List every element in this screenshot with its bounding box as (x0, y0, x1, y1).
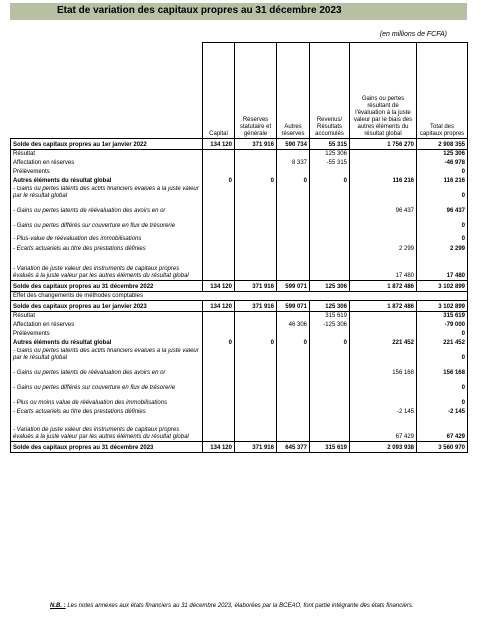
cell-value (203, 378, 235, 393)
cell-value (350, 168, 417, 177)
table-row (11, 150, 468, 159)
cell-value (350, 321, 417, 330)
cell-value: 67 429 (417, 417, 468, 442)
cell-value: 1 872 486 (350, 301, 417, 312)
table-row (11, 312, 468, 321)
cell-value: 221 452 (417, 339, 468, 348)
cell-value (310, 168, 350, 177)
table-row (11, 139, 468, 150)
row-label: Effet des changements de méthodes comptables (11, 292, 203, 301)
cell-value (310, 408, 350, 417)
cell-value (235, 254, 277, 281)
cell-value (235, 348, 277, 363)
cell-value (235, 168, 277, 177)
cell-value (417, 292, 468, 301)
cell-value (310, 292, 350, 301)
cell-value: 125 306 (310, 150, 350, 159)
cell-value (350, 216, 417, 231)
cell-value (310, 363, 350, 378)
table-row (11, 201, 468, 216)
cell-value: 8 337 (277, 159, 310, 168)
cell-value: 0 (277, 177, 310, 186)
table-row (11, 408, 468, 417)
row-label: Solde des capitaux propres au 1er janvier 2022 (11, 139, 203, 150)
table-row (11, 292, 468, 301)
cell-value: 67 429 (350, 417, 417, 442)
cell-value (350, 150, 417, 159)
col-total: Total des capitaux propres (417, 43, 468, 139)
table-row (11, 168, 468, 177)
cell-value (310, 393, 350, 408)
cell-value (350, 159, 417, 168)
cell-value: 315 619 (310, 442, 350, 453)
cell-value: 0 (310, 177, 350, 186)
table-row (11, 244, 468, 254)
cell-value (203, 408, 235, 417)
cell-value: 1 756 270 (350, 139, 417, 150)
row-label: Affectation en réserves (11, 321, 203, 330)
cell-value: 156 168 (350, 363, 417, 378)
table-row (11, 330, 468, 339)
cell-value (310, 254, 350, 281)
cell-value (310, 378, 350, 393)
col-autres-reserves: Autres réserves (277, 43, 310, 139)
row-label: Solde des capitaux propres au 31 décembre 2023 (11, 442, 203, 453)
cell-value: 17 480 (417, 254, 468, 281)
cell-value (350, 312, 417, 321)
cell-value (235, 201, 277, 216)
cell-value (310, 201, 350, 216)
cell-value: -46 978 (417, 159, 468, 168)
table-row (11, 442, 468, 453)
cell-value (203, 168, 235, 177)
cell-value (203, 417, 235, 442)
table-row (11, 301, 468, 312)
row-label: Solde des capitaux propres au 31 décembre 2022 (11, 281, 203, 292)
table-row (11, 186, 468, 201)
cell-value: 134 120 (203, 281, 235, 292)
cell-value (277, 348, 310, 363)
cell-value: 3 102 899 (417, 281, 468, 292)
cell-value: -55 315 (310, 159, 350, 168)
table-row (11, 281, 468, 292)
cell-value: 134 120 (203, 139, 235, 150)
cell-value: 315 619 (417, 312, 468, 321)
cell-value: 0 (417, 231, 468, 244)
row-label: Prélèvements (11, 330, 203, 339)
cell-value: 371 916 (235, 139, 277, 150)
cell-value: 0 (203, 339, 235, 348)
row-label: - Variation de juste valeur des instruments de capitaux propres évalués à la juste valeur par les autres éléments du résultat global (11, 417, 203, 442)
cell-value (235, 216, 277, 231)
cell-value (277, 254, 310, 281)
row-label: - Gains ou pertes différés sur couverture en flux de trésorerie (11, 378, 203, 393)
table-row (11, 339, 468, 348)
cell-value (203, 363, 235, 378)
equity-table (10, 42, 468, 453)
cell-value: 2 299 (417, 244, 468, 254)
cell-value (350, 330, 417, 339)
table-row (11, 417, 468, 442)
cell-value: 116 216 (350, 177, 417, 186)
cell-value (310, 231, 350, 244)
cell-value: 125 306 (310, 281, 350, 292)
cell-value (203, 254, 235, 281)
cell-value: 0 (417, 348, 468, 363)
cell-value: 156 168 (417, 363, 468, 378)
cell-value (235, 408, 277, 417)
cell-value (277, 201, 310, 216)
cell-value (277, 292, 310, 301)
row-label: - Ecarts actuariels au titre des prestations définies (11, 408, 203, 417)
table-row (11, 378, 468, 393)
cell-value: 0 (235, 177, 277, 186)
cell-value (203, 348, 235, 363)
cell-value (277, 378, 310, 393)
cell-value (203, 393, 235, 408)
cell-value (277, 408, 310, 417)
row-label: Affectation en réserves (11, 159, 203, 168)
cell-value (235, 417, 277, 442)
cell-value (277, 417, 310, 442)
cell-value (235, 330, 277, 339)
cell-value (277, 393, 310, 408)
col-capital: Capital (203, 43, 235, 139)
cell-value: 0 (203, 177, 235, 186)
cell-value (235, 186, 277, 201)
row-label: Résultat (11, 312, 203, 321)
cell-value (235, 312, 277, 321)
row-label: - Gains ou pertes différés sur couverture en flux de trésorerie (11, 216, 203, 231)
cell-value (235, 159, 277, 168)
cell-value (235, 244, 277, 254)
cell-value: 0 (417, 330, 468, 339)
cell-value (310, 417, 350, 442)
cell-value: 17 480 (350, 254, 417, 281)
table-row (11, 321, 468, 330)
table-row (11, 216, 468, 231)
cell-value (277, 216, 310, 231)
cell-value: 0 (417, 393, 468, 408)
cell-value: 116 216 (417, 177, 468, 186)
cell-value: 590 734 (277, 139, 310, 150)
cell-value: 55 315 (310, 139, 350, 150)
cell-value: 0 (310, 339, 350, 348)
row-label: Résultat (11, 150, 203, 159)
cell-value (203, 150, 235, 159)
cell-value: 1 872 486 (350, 281, 417, 292)
cell-value (203, 186, 235, 201)
cell-value (235, 393, 277, 408)
header-row (11, 43, 468, 139)
row-label: - Gains ou pertes latents de réévaluation des avoirs en or (11, 363, 203, 378)
cell-value (235, 150, 277, 159)
row-label: - Plus ou moins value de réévaluation des immobilisations (11, 393, 203, 408)
cell-value (350, 348, 417, 363)
table-row (11, 177, 468, 186)
page-title: Etat de variation des capitaux propres au 31 décembre 2023 (57, 5, 342, 16)
cell-value (203, 201, 235, 216)
cell-value: 221 452 (350, 339, 417, 348)
cell-value: 0 (417, 168, 468, 177)
cell-value (203, 292, 235, 301)
cell-value: 0 (417, 216, 468, 231)
row-label: Prélèvements (11, 168, 203, 177)
cell-value (277, 231, 310, 244)
cell-value (350, 186, 417, 201)
header-blank (11, 43, 203, 139)
table-body (11, 139, 468, 453)
row-label: Autres éléments du résultat global (11, 339, 203, 348)
cell-value (277, 312, 310, 321)
cell-value (203, 330, 235, 339)
cell-value (310, 186, 350, 201)
cell-value: 96 437 (350, 201, 417, 216)
cell-value (235, 231, 277, 244)
cell-value: 3 102 899 (417, 301, 468, 312)
cell-value (203, 244, 235, 254)
cell-value (310, 216, 350, 231)
cell-value (277, 150, 310, 159)
cell-value (277, 168, 310, 177)
cell-value: 2 299 (350, 244, 417, 254)
cell-value (310, 244, 350, 254)
col-reserves-statutaire: Réserves statutaire et générale (235, 43, 277, 139)
row-label: - Ecarts actuariels au titre des prestations définies (11, 244, 203, 254)
cell-value (350, 378, 417, 393)
cell-value: 371 916 (235, 301, 277, 312)
cell-value: 315 619 (310, 312, 350, 321)
col-gains-pertes: Gains ou pertes résultant de l'évaluation à la juste valeur par le biais des autres éléments du résultat global (350, 43, 417, 139)
units-label: (en millions de FCFA) (379, 31, 447, 38)
cell-value (310, 348, 350, 363)
cell-value (277, 363, 310, 378)
cell-value (203, 216, 235, 231)
cell-value (277, 186, 310, 201)
table-row (11, 159, 468, 168)
cell-value: 2 908 355 (417, 139, 468, 150)
cell-value: 96 437 (417, 201, 468, 216)
row-label: - Gains ou pertes latents des actifs financiers évalués à la juste valeur par le résultat global (11, 348, 203, 363)
cell-value: 3 560 970 (417, 442, 468, 453)
table-row (11, 393, 468, 408)
cell-value: 371 916 (235, 281, 277, 292)
table-row (11, 254, 468, 281)
footnote-prefix: N.B. : (50, 603, 66, 609)
col-revenus-resultats: Revenus/ Résultats accumulés (310, 43, 350, 139)
cell-value (277, 244, 310, 254)
row-label: Solde des capitaux propres au 1er janvier 2023 (11, 301, 203, 312)
table-row (11, 363, 468, 378)
cell-value (203, 231, 235, 244)
cell-value (350, 231, 417, 244)
cell-value (277, 330, 310, 339)
cell-value: 599 071 (277, 281, 310, 292)
row-label: Autres éléments du résultat global (11, 177, 203, 186)
cell-value (235, 321, 277, 330)
footnote-text: Les notes annexes aux états financiers au 31 décembre 2023, élaborées par la BCEAO, font partie intégrante des états financiers. (65, 603, 414, 609)
table-row (11, 348, 468, 363)
row-label: - Variation de juste valeur des instruments de capitaux propres évalués à la juste valeur par les autres éléments du résultat global (11, 254, 203, 281)
cell-value: 0 (417, 378, 468, 393)
cell-value: -125 306 (310, 321, 350, 330)
cell-value (235, 363, 277, 378)
cell-value (203, 312, 235, 321)
cell-value (235, 292, 277, 301)
cell-value (203, 159, 235, 168)
row-label: - Gains ou pertes latents des actifs financiers évalués à la juste valeur par le résultat global (11, 186, 203, 201)
row-label: - Plus-value de réévaluation des immobilisations (11, 231, 203, 244)
cell-value (203, 321, 235, 330)
cell-value: 134 120 (203, 301, 235, 312)
cell-value: 599 071 (277, 301, 310, 312)
cell-value (235, 378, 277, 393)
cell-value: 0 (417, 186, 468, 201)
cell-value: -2 145 (417, 408, 468, 417)
cell-value: -79 000 (417, 321, 468, 330)
cell-value: 2 093 938 (350, 442, 417, 453)
cell-value (350, 393, 417, 408)
table-row (11, 231, 468, 244)
cell-value: 645 377 (277, 442, 310, 453)
title-band (10, 3, 467, 20)
cell-value: 125 306 (417, 150, 468, 159)
cell-value: 125 306 (310, 301, 350, 312)
cell-value (350, 292, 417, 301)
cell-value: 0 (235, 339, 277, 348)
cell-value: 0 (277, 339, 310, 348)
row-label: - Gains ou pertes latents de réévaluation des avoirs en or (11, 201, 203, 216)
cell-value: 134 120 (203, 442, 235, 453)
cell-value (310, 330, 350, 339)
footnote (50, 603, 470, 610)
cell-value: 46 306 (277, 321, 310, 330)
cell-value: 371 916 (235, 442, 277, 453)
cell-value: -2 145 (350, 408, 417, 417)
